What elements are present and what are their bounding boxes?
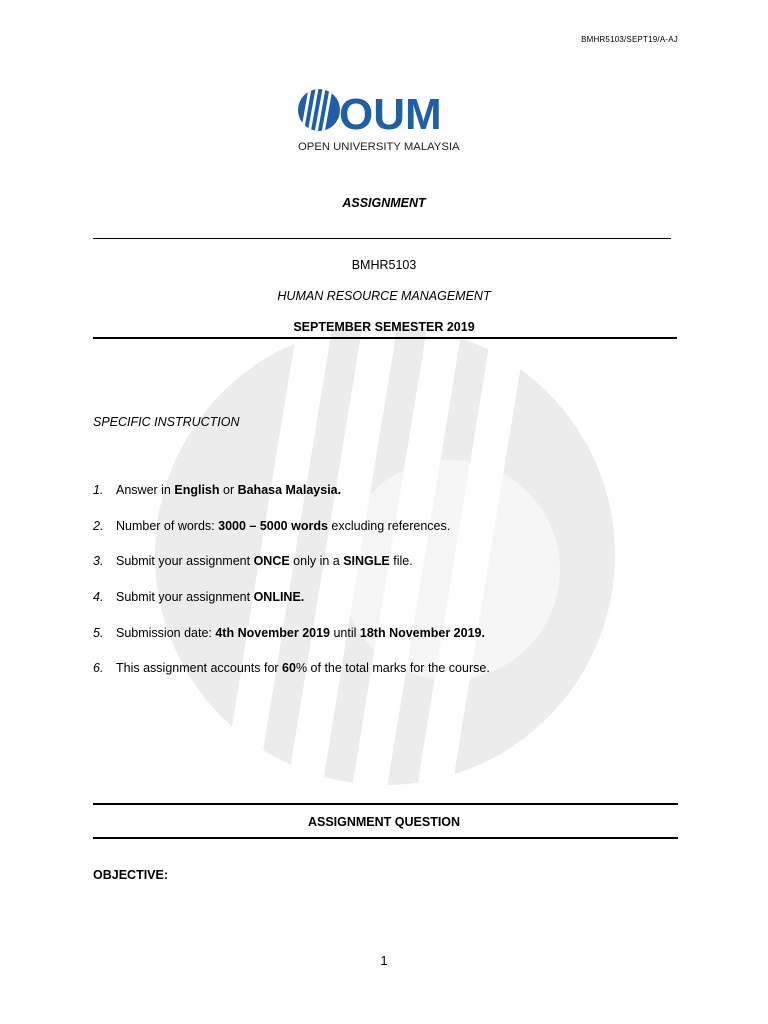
question-top-divider — [93, 803, 678, 805]
instruction-emphasis: 4th November 2019 — [215, 626, 330, 640]
question-bottom-divider — [93, 837, 678, 839]
logo-wordmark: OUM — [339, 90, 442, 139]
instruction-emphasis: 3000 – 5000 words — [218, 519, 328, 533]
instruction-text: excluding references. — [327, 519, 451, 533]
instruction-heading: SPECIFIC INSTRUCTION — [93, 415, 240, 429]
instruction-text: Number of words: — [116, 519, 219, 533]
instruction-item — [93, 519, 450, 533]
instruction-number: 4. — [93, 590, 104, 604]
instruction-text: file. — [389, 554, 413, 568]
instruction-emphasis: SINGLE — [343, 554, 390, 568]
instruction-number: 3. — [93, 554, 104, 568]
instruction-number: 5. — [93, 626, 104, 640]
instruction-emphasis: English — [174, 483, 220, 497]
instruction-item — [93, 483, 341, 497]
assignment-title: ASSIGNMENT — [342, 196, 426, 210]
question-heading: ASSIGNMENT QUESTION — [307, 815, 461, 829]
instruction-text: % of the total marks for the course. — [295, 661, 490, 675]
instruction-number: 1. — [93, 483, 104, 497]
semester: SEPTEMBER SEMESTER 2019 — [293, 320, 475, 334]
instruction-emphasis: ONCE — [253, 554, 290, 568]
oum-logo — [297, 86, 473, 156]
course-code: BMHR5103 — [351, 258, 417, 272]
page-number: 1 — [380, 953, 388, 968]
document-code: BMHR5103/SEPT19/A-AJ — [581, 35, 678, 44]
instruction-text: until — [330, 626, 360, 640]
instruction-text: or — [219, 483, 238, 497]
instruction-emphasis: 18th November 2019. — [359, 626, 485, 640]
instruction-emphasis: 60 — [282, 661, 296, 675]
instruction-item — [93, 626, 485, 640]
course-name: HUMAN RESOURCE MANAGEMENT — [277, 289, 491, 303]
instruction-text: Submit your assignment — [116, 590, 254, 604]
semester-divider — [93, 337, 677, 339]
instruction-emphasis: Bahasa Malaysia. — [237, 483, 342, 497]
instruction-item — [93, 590, 304, 604]
logo-subtitle: OPEN UNIVERSITY MALAYSIA — [298, 141, 460, 153]
instruction-text: Answer in — [116, 483, 175, 497]
instruction-item — [93, 661, 490, 675]
instruction-text: Submit your assignment — [116, 554, 254, 568]
instruction-emphasis: ONLINE. — [253, 590, 305, 604]
title-divider — [93, 238, 671, 239]
objective-label: OBJECTIVE: — [93, 868, 169, 882]
instruction-text: This assignment accounts for — [116, 661, 283, 675]
instruction-number: 6. — [93, 661, 104, 675]
instruction-text: Submission date: — [116, 626, 216, 640]
instruction-number: 2. — [93, 519, 104, 533]
instruction-text: only in a — [289, 554, 344, 568]
instruction-item — [93, 554, 413, 568]
